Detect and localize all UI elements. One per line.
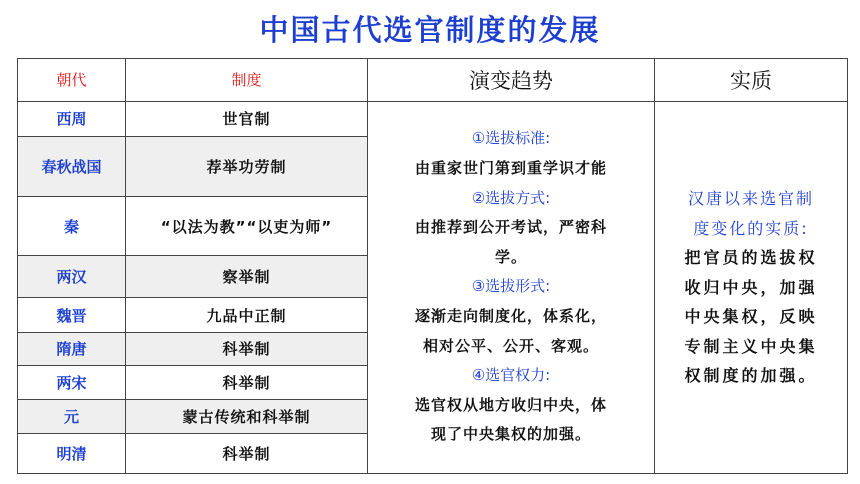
trend-heading-method: ②选拔方式: (471, 188, 551, 207)
header-essence: 实质 (655, 59, 848, 102)
dynasty-cell: 隋唐 (18, 333, 126, 365)
dynasty-cell: 明清 (18, 434, 126, 474)
essence-text: 收归中央，加强 (684, 277, 818, 297)
system-cell: 蒙古传统和科举制 (126, 400, 368, 434)
dynasty-cell: 元 (18, 400, 126, 434)
header-trend: 演变趋势 (368, 59, 655, 102)
trend-text: 由推荐到公开考试，严密科 (414, 218, 607, 237)
table-row (18, 101, 848, 136)
system-cell: 科举制 (126, 333, 368, 365)
page-title: 中国古代选官制度的发展 (259, 13, 601, 47)
system-cell: 荐举功劳制 (126, 136, 368, 196)
system-cell: 世官制 (126, 101, 368, 136)
system-cell: “以法为教”“以吏为师” (126, 196, 368, 256)
dynasty-cell: 西周 (18, 101, 126, 136)
dynasty-cell: 两宋 (18, 365, 126, 399)
essence-heading: 度变化的实质: (693, 218, 809, 238)
trend-text: 选官权从地方收归中央，体 (414, 395, 607, 414)
header-dynasty: 朝代 (18, 59, 126, 102)
trend-cell (368, 101, 655, 474)
trend-heading-power: ④选官权力: (471, 366, 551, 385)
essence-text: 专制主义中央集 (684, 336, 818, 356)
trend-text: 现了中央集权的加强。 (430, 425, 591, 444)
selection-system-table (17, 58, 848, 474)
system-cell: 科举制 (126, 365, 368, 399)
trend-text: 逐渐走向制度化，体系化， (414, 307, 607, 326)
trend-text: 学。 (494, 247, 527, 266)
dynasty-cell: 两汉 (18, 256, 126, 298)
system-cell: 察举制 (126, 256, 368, 298)
essence-text: 中央集权，反映 (684, 307, 818, 326)
essence-cell (655, 101, 848, 474)
system-cell: 九品中正制 (126, 297, 368, 332)
essence-text: 把官员的选拔权 (684, 248, 818, 267)
dynasty-cell: 秦 (18, 196, 126, 256)
trend-heading-standard: ①选拔标准: (471, 129, 551, 148)
dynasty-cell: 春秋战国 (18, 136, 126, 196)
system-cell: 科举制 (126, 434, 368, 474)
trend-text: 由重家世门第到重学识才能 (414, 159, 607, 178)
header-system: 制度 (126, 59, 368, 102)
essence-text: 权制度的加强。 (684, 366, 818, 385)
dynasty-cell: 魏晋 (18, 297, 126, 332)
trend-heading-form: ③选拔形式: (471, 277, 551, 296)
essence-heading: 汉唐以来选官制 (687, 189, 814, 208)
trend-text: 相对公平、公开、客观。 (422, 336, 599, 355)
header-row (18, 59, 848, 102)
